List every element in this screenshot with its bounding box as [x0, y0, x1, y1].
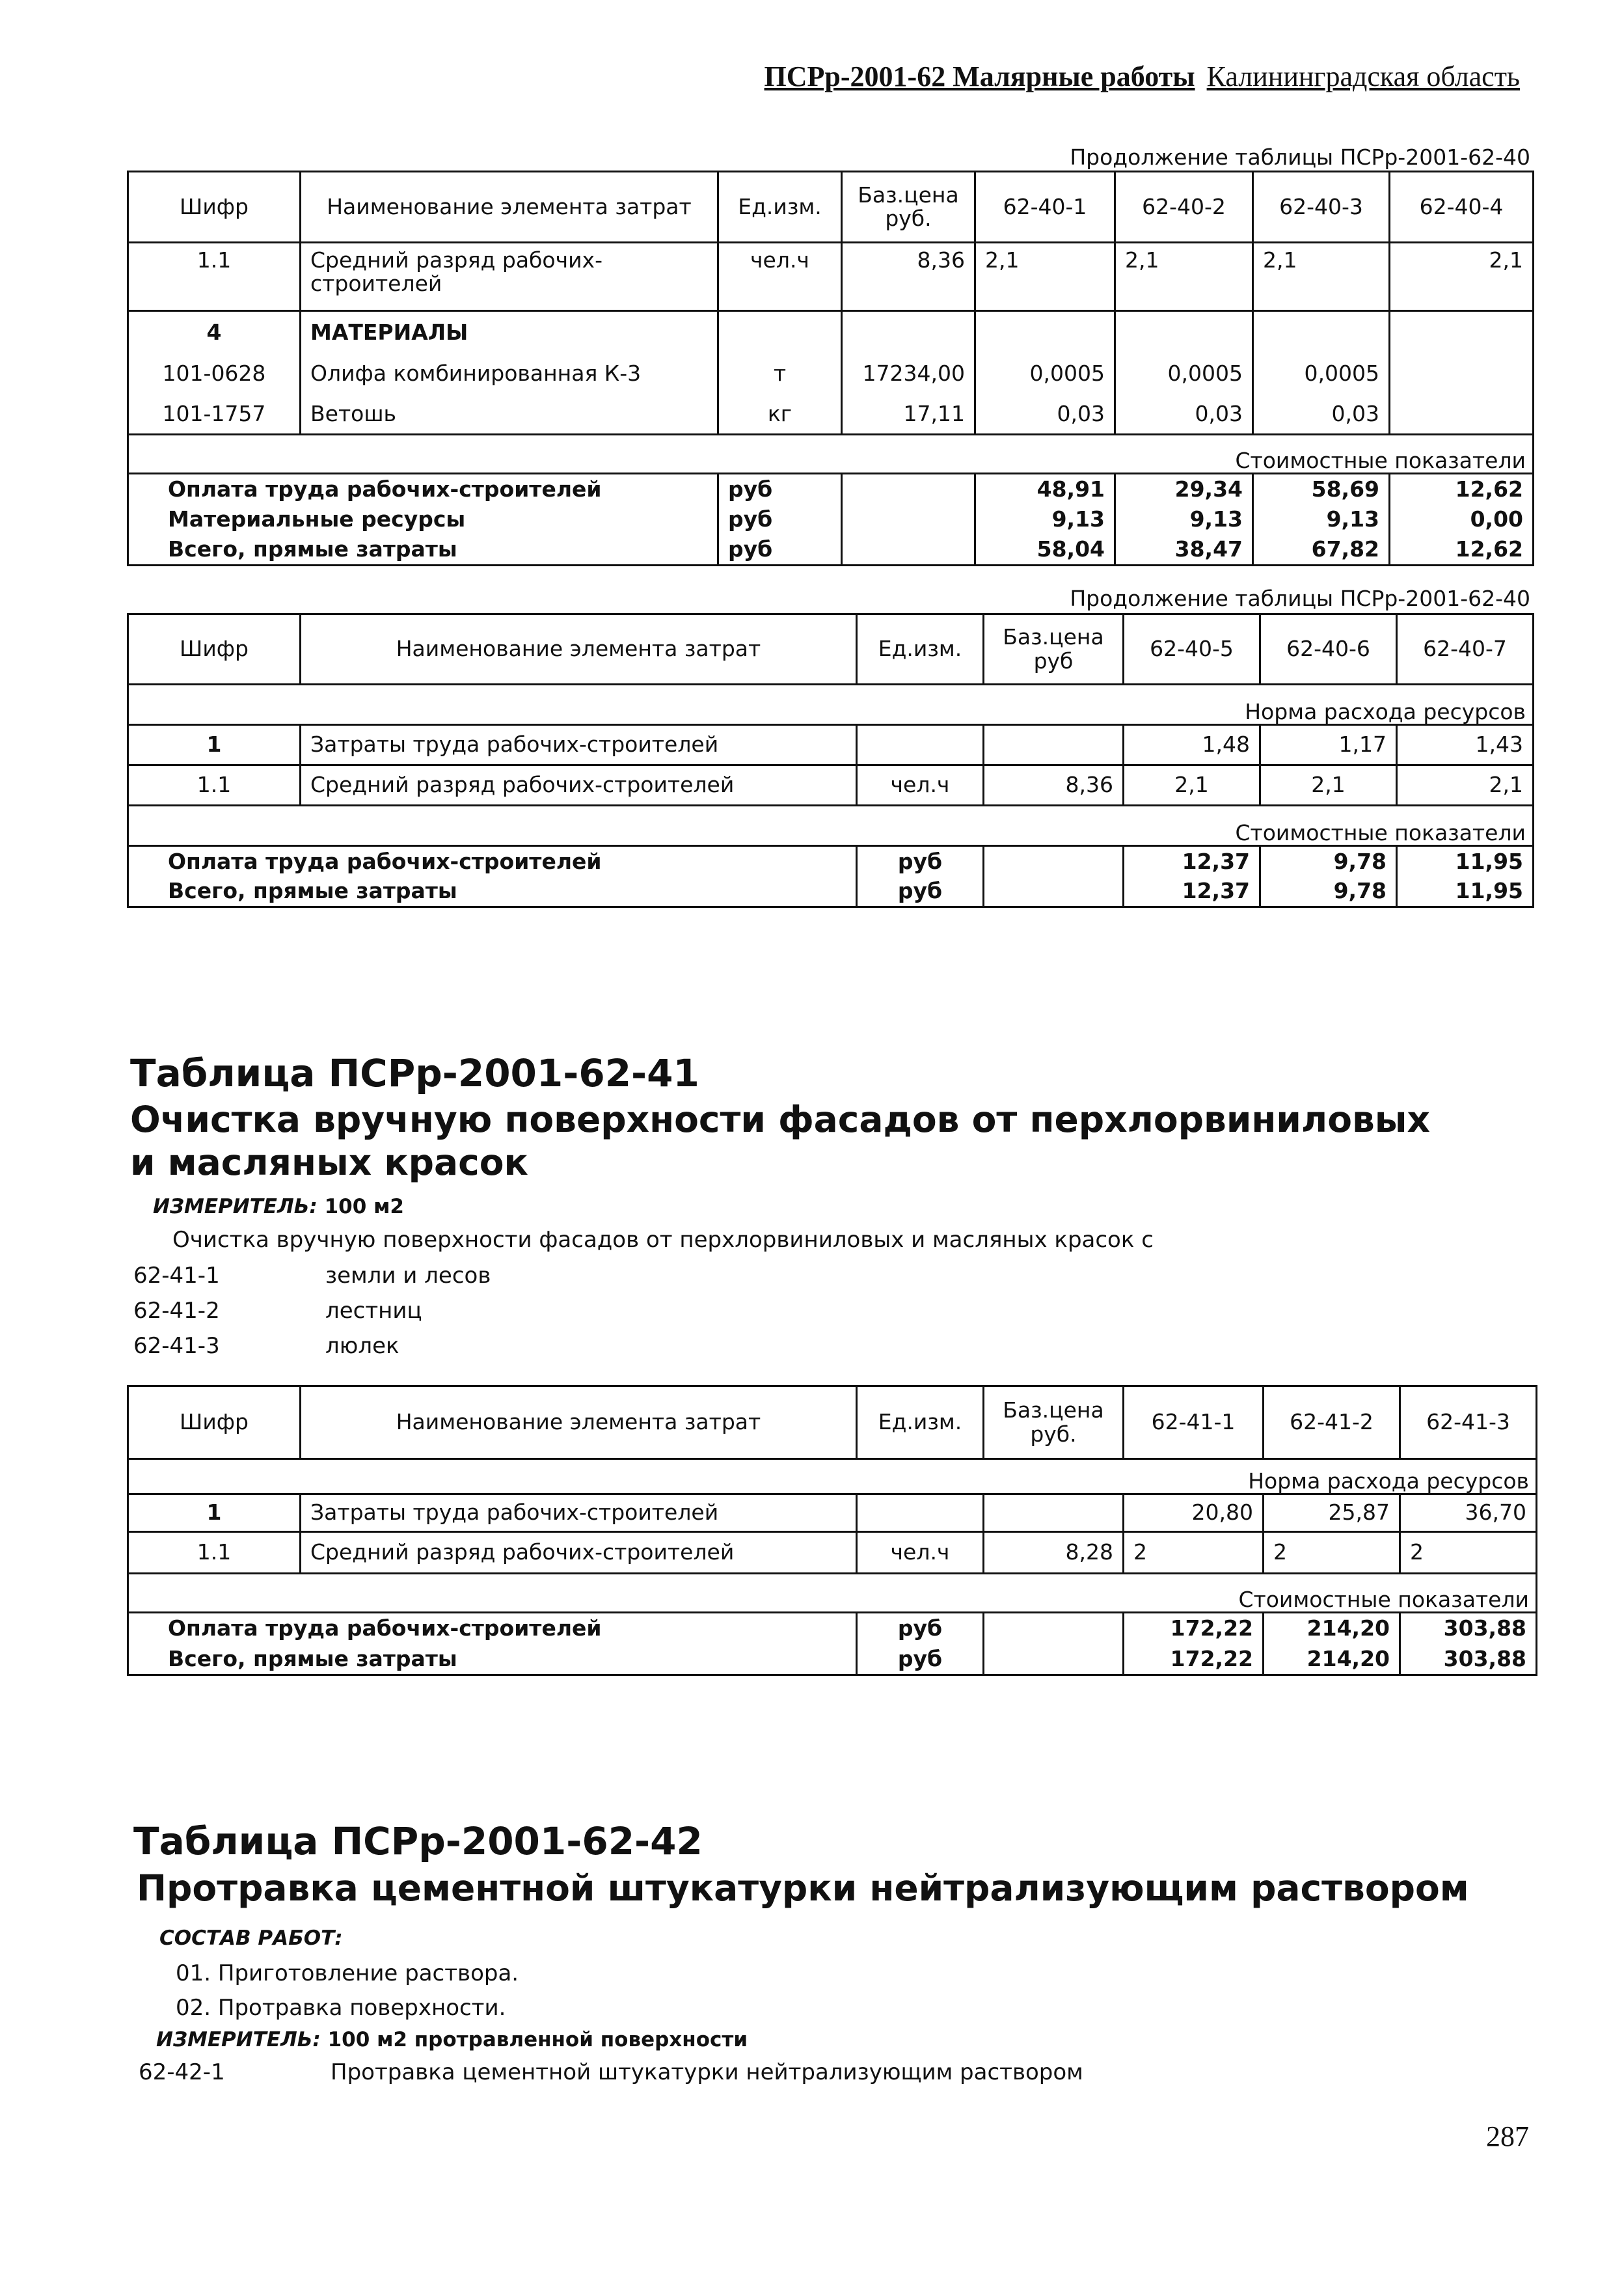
table2-header-cell: Ед.изм. [857, 614, 984, 685]
table1-cell [842, 311, 975, 354]
works-label: СОСТАВ РАБОТ: [159, 1926, 343, 1950]
table3-cell: Средний разряд рабочих-строителей [301, 1532, 857, 1574]
section-label: Норма расхода ресурсов [128, 685, 1534, 725]
table1-cell: 1.1 [128, 243, 301, 311]
table41-description: Очистка вручную поверхности фасадов от перхлорвиниловых и масляных красок с [172, 1227, 1154, 1253]
table2-total-cell: 12,37 [1124, 877, 1260, 907]
table2-total-cell: 12,37 [1124, 846, 1260, 877]
table1-header-row [128, 172, 1534, 243]
table1-continuation: Продолжение таблицы ПСРр-2001-62-40 [1070, 144, 1530, 170]
table1-cell: 0,0005 [975, 354, 1115, 394]
table1-total-cell: 9,13 [975, 504, 1115, 535]
table3-total-unit: руб [857, 1644, 984, 1675]
table1-cell: 0,0005 [1115, 354, 1253, 394]
table1-total-cell: 9,13 [1253, 504, 1390, 535]
table3-cell: 2 [1400, 1532, 1537, 1574]
item-code: 62-41-2 [133, 1298, 220, 1324]
table-row [128, 725, 1534, 765]
table1-total-cell: 12,62 [1390, 535, 1534, 566]
header-region: Калининградская область [1206, 61, 1520, 92]
table3-cell: 2 [1264, 1532, 1400, 1574]
table1-total-label: Оплата труда рабочих-строителей [128, 474, 718, 504]
table3-cell: 25,87 [1264, 1494, 1400, 1532]
table1-cell: 8,36 [842, 243, 975, 311]
table1-total-unit: руб [718, 474, 842, 504]
table3-total-cell: 214,20 [1264, 1613, 1400, 1644]
table1-header-cell: 62-40-3 [1253, 172, 1390, 243]
table2-total-label: Оплата труда рабочих-строителей [128, 846, 857, 877]
table1-total-unit: руб [718, 535, 842, 566]
section-label: Стоимостные показатели [128, 435, 1534, 474]
table1-total-cell: 12,62 [1390, 474, 1534, 504]
table2-section-cost [128, 806, 1534, 846]
table1-header-cell: Наименование элемента затрат [301, 172, 718, 243]
table3-cell: Затраты труда рабочих-строителей [301, 1494, 857, 1532]
table1-cell: 0,03 [1115, 394, 1253, 435]
table1-cell: Олифа комбинированная К-3 [301, 354, 718, 394]
table3-section-norm [128, 1459, 1537, 1494]
meter-value: 100 м2 протравленной поверхности [327, 2028, 748, 2051]
table42-subtitle: Протравка цементной штукатурки нейтрализующим раствором [137, 1867, 1469, 1909]
table1-total-cell: 0,00 [1390, 504, 1534, 535]
table3-header-cell: Наименование элемента затрат [301, 1386, 857, 1459]
table41-subtitle: Очистка вручную поверхности фасадов от перхлорвиниловых и масляных красок [130, 1099, 1430, 1183]
table3-section-cost [128, 1574, 1537, 1613]
table3-total-unit: руб [857, 1613, 984, 1644]
table2-continuation: Продолжение таблицы ПСРр-2001-62-40 [1070, 586, 1530, 611]
table1-cell: чел.ч [718, 243, 842, 311]
table1-cell: Средний разряд рабочих-строителей [301, 243, 718, 311]
item-text: лестниц [325, 1298, 422, 1324]
table2-cell [857, 725, 984, 765]
meter-line-42 [156, 2028, 748, 2051]
table1-total-cell: 67,82 [1253, 535, 1390, 566]
table3 [127, 1385, 1537, 1676]
table1-total-cell: 58,04 [975, 535, 1115, 566]
table-row [128, 243, 1534, 311]
table1-cell [1390, 311, 1534, 354]
table2-header-cell: Шифр [128, 614, 301, 685]
table1-total-cell [842, 504, 975, 535]
work-item: 01. Приготовление раствора. [176, 1960, 519, 1986]
table-row [128, 877, 1534, 907]
table1-total-cell [842, 535, 975, 566]
section-label: Норма расхода ресурсов [128, 1459, 1537, 1494]
item-code: 62-41-1 [133, 1263, 220, 1289]
table-row [128, 311, 1534, 354]
table2-total-cell: 9,78 [1260, 877, 1397, 907]
table1-total-label: Материальные ресурсы [128, 504, 718, 535]
table-row [128, 474, 1534, 504]
table1-cell [718, 311, 842, 354]
item-code: 62-41-3 [133, 1333, 220, 1359]
table1-cell: 17,11 [842, 394, 975, 435]
table1-cell: МАТЕРИАЛЫ [301, 311, 718, 354]
table3-cell: 20,80 [1124, 1494, 1264, 1532]
table2-cell: Средний разряд рабочих-строителей [301, 765, 857, 806]
table1-cell: 2,1 [1115, 243, 1253, 311]
table2 [127, 613, 1534, 908]
table1-cell: т [718, 354, 842, 394]
table2-header-cell: 62-40-6 [1260, 614, 1397, 685]
table-row [128, 1532, 1537, 1574]
table2-cell: 2,1 [1397, 765, 1534, 806]
table3-cell [857, 1494, 984, 1532]
table-row [128, 354, 1534, 394]
table2-header-row [128, 614, 1534, 685]
table-row [128, 765, 1534, 806]
table3-header-cell: Ед.изм. [857, 1386, 984, 1459]
table2-header-cell: 62-40-7 [1397, 614, 1534, 685]
table3-cell [984, 1494, 1124, 1532]
table1-cell: 17234,00 [842, 354, 975, 394]
table3-total-label: Всего, прямые затраты [128, 1644, 857, 1675]
table3-cell: 36,70 [1400, 1494, 1537, 1532]
table-row [128, 1494, 1537, 1532]
table3-cell: 8,28 [984, 1532, 1124, 1574]
section-label: Стоимостные показатели [128, 806, 1534, 846]
table3-total-cell [984, 1644, 1124, 1675]
table3-total-cell: 214,20 [1264, 1644, 1400, 1675]
table2-total-label: Всего, прямые затраты [128, 877, 857, 907]
table2-cell: 8,36 [984, 765, 1124, 806]
table1-cell [975, 311, 1115, 354]
table2-cell [984, 725, 1124, 765]
meter-label: ИЗМЕРИТЕЛЬ: [156, 2028, 321, 2051]
table2-cell: 1 [128, 725, 301, 765]
table2-total-cell [984, 846, 1124, 877]
table1-cell: 4 [128, 311, 301, 354]
table1-cell: 2,1 [1390, 243, 1534, 311]
table2-cell: 1,48 [1124, 725, 1260, 765]
table3-total-cell: 172,22 [1124, 1644, 1264, 1675]
item-code: 62-42-1 [139, 2059, 225, 2085]
table1-cell: 0,0005 [1253, 354, 1390, 394]
table1-cell: 0,03 [1253, 394, 1390, 435]
table3-header-cell: Баз.цена руб. [984, 1386, 1124, 1459]
table2-cell: 1.1 [128, 765, 301, 806]
meter-label: ИЗМЕРИТЕЛЬ: [153, 1195, 318, 1218]
table3-header-cell: Шифр [128, 1386, 301, 1459]
table2-header-cell: Баз.цена руб [984, 614, 1124, 685]
table3-total-label: Оплата труда рабочих-строителей [128, 1613, 857, 1644]
table1-cell [1390, 394, 1534, 435]
table2-total-cell: 11,95 [1397, 846, 1534, 877]
table1-header-cell: 62-40-1 [975, 172, 1115, 243]
section-label: Стоимостные показатели [128, 1574, 1537, 1613]
work-item: 02. Протравка поверхности. [176, 1995, 506, 2021]
item-text: земли и лесов [325, 1263, 491, 1289]
table2-total-unit: руб [857, 846, 984, 877]
table1-cell: Ветошь [301, 394, 718, 435]
table3-total-cell [984, 1613, 1124, 1644]
item-text: люлек [325, 1333, 399, 1359]
table1-total-cell: 9,13 [1115, 504, 1253, 535]
table1-cell: 2,1 [975, 243, 1115, 311]
table3-total-cell: 172,22 [1124, 1613, 1264, 1644]
table1-header-cell: Ед.изм. [718, 172, 842, 243]
table2-cell: чел.ч [857, 765, 984, 806]
table1-total-cell: 58,69 [1253, 474, 1390, 504]
table3-total-cell: 303,88 [1400, 1613, 1537, 1644]
table2-cell: 1,17 [1260, 725, 1397, 765]
table2-cell: 2,1 [1260, 765, 1397, 806]
table1 [127, 171, 1534, 566]
item-text: Протравка цементной штукатурки нейтрализующим раствором [331, 2059, 1083, 2085]
table1-total-cell: 38,47 [1115, 535, 1253, 566]
table41-title: Таблица ПСРр-2001-62-41 [130, 1051, 699, 1095]
page-header [765, 60, 1520, 93]
table3-total-cell: 303,88 [1400, 1644, 1537, 1675]
table1-header-cell: 62-40-2 [1115, 172, 1253, 243]
table1-section-cost [128, 435, 1534, 474]
table3-cell: 1.1 [128, 1532, 301, 1574]
table2-total-cell [984, 877, 1124, 907]
table1-cell: 0,03 [975, 394, 1115, 435]
table1-header-cell: 62-40-4 [1390, 172, 1534, 243]
table3-header-row [128, 1386, 1537, 1459]
table1-total-cell: 48,91 [975, 474, 1115, 504]
page-number: 287 [1486, 2120, 1529, 2152]
table1-cell: 101-1757 [128, 394, 301, 435]
table1-cell: кг [718, 394, 842, 435]
table-row [128, 504, 1534, 535]
table42-title: Таблица ПСРр-2001-62-42 [133, 1819, 703, 1863]
table-row [128, 1613, 1537, 1644]
table3-cell: 2 [1124, 1532, 1264, 1574]
table3-cell: чел.ч [857, 1532, 984, 1574]
table-row [128, 535, 1534, 566]
table3-header-cell: 62-41-3 [1400, 1386, 1537, 1459]
meter-line-41 [153, 1195, 404, 1218]
table3-header-cell: 62-41-2 [1264, 1386, 1400, 1459]
table1-header-cell: Баз.цена руб. [842, 172, 975, 243]
table2-header-cell: 62-40-5 [1124, 614, 1260, 685]
table2-cell: 1,43 [1397, 725, 1534, 765]
header-code-title: ПСРр-2001-62 Малярные работы [764, 61, 1195, 92]
table1-cell: 2,1 [1253, 243, 1390, 311]
table1-total-label: Всего, прямые затраты [128, 535, 718, 566]
table-row [128, 846, 1534, 877]
meter-value: 100 м2 [324, 1195, 404, 1218]
table3-cell: 1 [128, 1494, 301, 1532]
table1-total-unit: руб [718, 504, 842, 535]
table1-total-cell [842, 474, 975, 504]
table1-cell [1253, 311, 1390, 354]
table1-cell: 101-0628 [128, 354, 301, 394]
table3-header-cell: 62-41-1 [1124, 1386, 1264, 1459]
table2-header-cell: Наименование элемента затрат [301, 614, 857, 685]
table-row [128, 394, 1534, 435]
table1-cell [1390, 354, 1534, 394]
table1-cell [1115, 311, 1253, 354]
table2-total-unit: руб [857, 877, 984, 907]
table-row [128, 1644, 1537, 1675]
table2-section-norm [128, 685, 1534, 725]
table2-cell: 2,1 [1124, 765, 1260, 806]
table1-total-cell: 29,34 [1115, 474, 1253, 504]
table2-total-cell: 9,78 [1260, 846, 1397, 877]
table2-cell: Затраты труда рабочих-строителей [301, 725, 857, 765]
table2-total-cell: 11,95 [1397, 877, 1534, 907]
table1-header-cell: Шифр [128, 172, 301, 243]
